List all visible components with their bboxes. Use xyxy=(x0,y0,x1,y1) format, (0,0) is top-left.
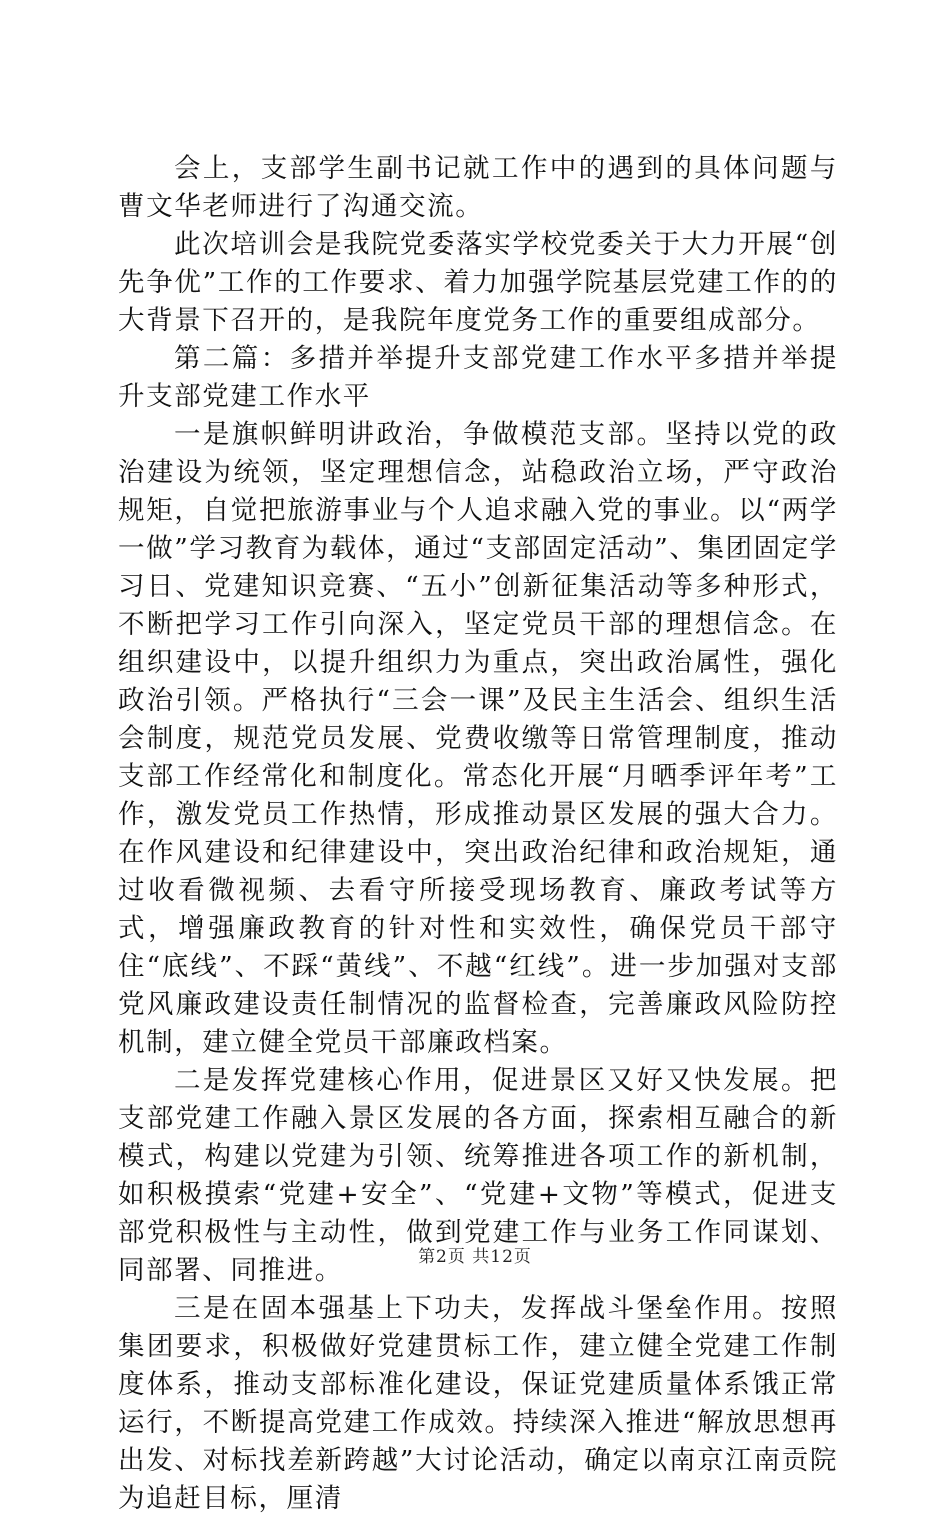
paragraph-point-one: 一是旗帜鲜明讲政治，争做模范支部。坚持以党的政治建设为统领，坚定理想信念，站稳政治立场，严守政治规矩，自觉把旅游事业与个人追求融入党的事业。以“两学一做”学习教育为载体，通过“支部固定活动”、集团固定学习日、党建知识竞赛、“五小”创新征集活动等多种形式，不断把学习工作引向深入，坚定党员干部的理想信念。在组织建设中，以提升组织力为重点，突出政治属性，强化政治引领。严格执行“三会一课”及民主生活会、组织生活会制度，规范党员发展、党费收缴等日常管理制度，推动支部工作经常化和制度化。常态化开展“月晒季评年考”工作，激发党员工作热情，形成推动景区发展的强大合力。在作风建设和纪律建设中，突出政治纪律和政治规矩，通过收看微视频、去看守所接受现场教育、廉政考试等方式，增强廉政教育的针对性和实效性，确保党员干部守住“底线”、不踩“黄线”、不越“红线”。进一步加强对支部党风廉政建设责任制情况的监督检查，完善廉政风险防控机制，建立健全党员干部廉政档案。 xyxy=(118,419,838,1058)
paragraph-meeting-exchange: 会上，支部学生副书记就工作中的遇到的具体问题与曹文华老师进行了沟通交流。 xyxy=(118,153,838,222)
paragraph-point-three: 三是在固本强基上下功夫，发挥战斗堡垒作用。按照集团要求，积极做好党建贯标工作，建立健全党建工作制度体系，推动支部标准化建设，保证党建质量体系饿正常运行，不断提高党建工作成效。持续深入推进“解放思想再出发、对标找差新跨越”大讨论活动，确定以南京江南贡院为追赶目标，厘清 xyxy=(118,1293,838,1514)
page-footer: 第2页 共12页 xyxy=(418,1247,532,1267)
document-body xyxy=(118,150,838,1518)
section-heading: 第二篇：多措并举提升支部党建工作水平多措并举提升支部党建工作水平 xyxy=(118,343,838,412)
paragraph-training-background: 此次培训会是我院党委落实学校党委关于大力开展“创先争优”工作的工作要求、着力加强学院基层党建工作的的大背景下召开的，是我院年度党务工作的重要组成部分。 xyxy=(118,229,838,336)
paragraph-point-two: 二是发挥党建核心作用，促进景区又好又快发展。把支部党建工作融入景区发展的各方面，探索相互融合的新模式，构建以党建为引领、统筹推进各项工作的新机制，如积极摸索“党建+安全”、“党建+文物”等模式，促进支部党积极性与主动性，做到党建工作与业务工作同谋划、同部署、同推进。 xyxy=(118,1065,838,1286)
